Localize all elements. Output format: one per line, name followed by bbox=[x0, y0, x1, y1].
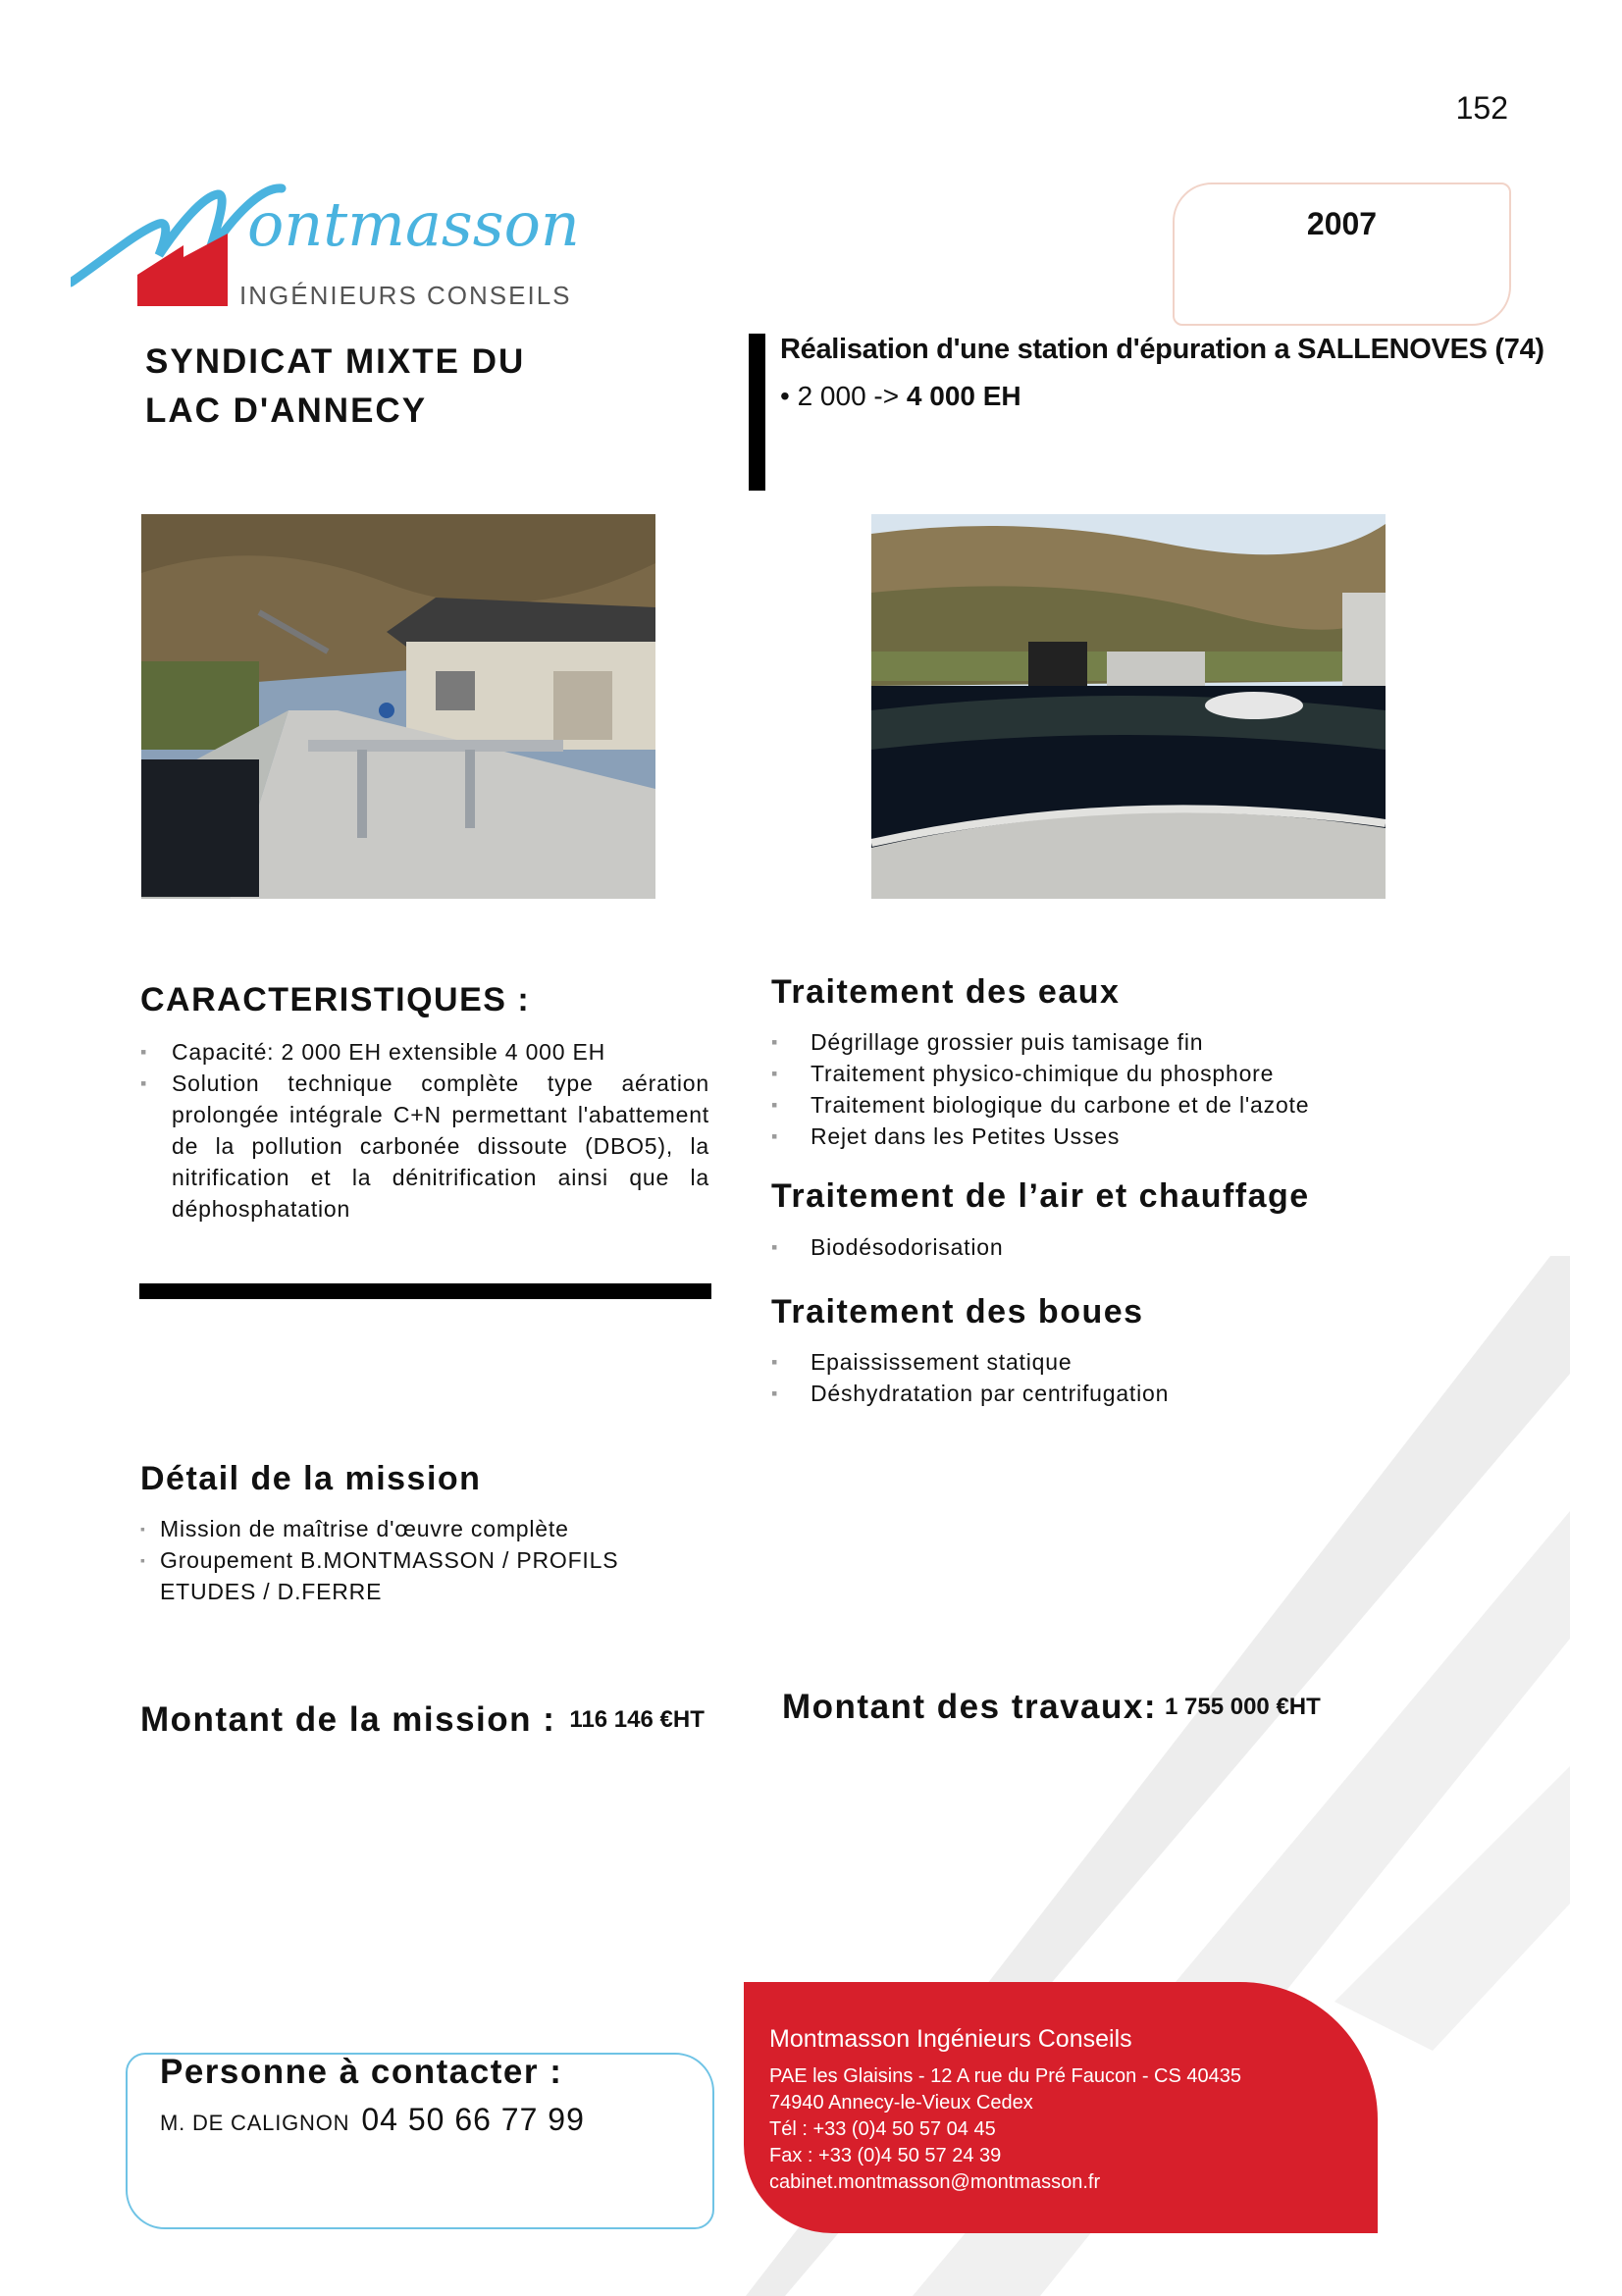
section-divider bbox=[139, 1283, 711, 1299]
project-capacity bbox=[780, 381, 1021, 412]
contact-details bbox=[160, 2102, 585, 2138]
list-item: ▪ Rejet dans les Petites Usses bbox=[771, 1121, 1458, 1152]
list-item: ▪ Traitement physico-chimique du phosphore bbox=[771, 1058, 1458, 1089]
title-accent-bar bbox=[749, 334, 765, 491]
traitement-air-title: Traitement de l’air et chauffage bbox=[771, 1177, 1310, 1215]
client-name bbox=[145, 338, 525, 436]
list-item: ▪ Biodésodorisation bbox=[771, 1231, 1458, 1263]
address-fax: Fax : +33 (0)4 50 57 24 39 bbox=[769, 2145, 1002, 2166]
contact-name: M. DE CALIGNON bbox=[160, 2111, 350, 2135]
traitement-eaux-list bbox=[771, 1026, 1458, 1152]
contact-title: Personne à contacter : bbox=[160, 2053, 563, 2091]
list-item: ▪ Traitement biologique du carbone et de l'azote bbox=[771, 1089, 1458, 1121]
montant-travaux bbox=[782, 1688, 1321, 1727]
traitement-eaux-title: Traitement des eaux bbox=[771, 973, 1121, 1011]
address-text bbox=[769, 2025, 1241, 2196]
mission-title: Détail de la mission bbox=[140, 1460, 482, 1497]
capacity-prefix: • 2 000 -> bbox=[780, 381, 907, 411]
address-line: 74940 Annecy-le-Vieux Cedex bbox=[769, 2092, 1033, 2113]
list-item: ▪ Epaississement statique bbox=[771, 1346, 1458, 1378]
company-logo bbox=[71, 177, 679, 314]
montant-mission-value: 116 146 €HT bbox=[569, 1706, 705, 1733]
caracteristiques-title: CARACTERISTIQUES : bbox=[140, 981, 531, 1018]
mission-list bbox=[140, 1513, 719, 1607]
traitement-air-list bbox=[771, 1231, 1458, 1263]
logo-subtitle: INGÉNIEURS CONSEILS bbox=[239, 281, 572, 310]
svg-text:ontmasson: ontmasson bbox=[247, 188, 580, 260]
project-year: 2007 bbox=[1306, 206, 1378, 241]
capacity-value: 4 000 EH bbox=[906, 381, 1021, 411]
project-title: Réalisation d'une station d'épuration a SALLENOVES (74) bbox=[780, 334, 1544, 365]
list-item: ▪ Capacité: 2 000 EH extensible 4 000 EH bbox=[140, 1036, 709, 1068]
traitement-boues-list bbox=[771, 1346, 1458, 1409]
montant-mission-label: Montant de la mission : bbox=[140, 1700, 556, 1739]
montant-mission bbox=[140, 1700, 705, 1740]
photo-station-building bbox=[141, 514, 655, 899]
montant-travaux-value: 1 755 000 €HT bbox=[1165, 1694, 1321, 1720]
list-item: ▪ Solution technique complète type aération prolongée intégrale C+N permettant l'abattement de la pollution carbonée dissoute (DBO5), la nitrification et la dénitrification ainsi que la déphosphatation bbox=[140, 1068, 709, 1225]
contact-phone: 04 50 66 77 99 bbox=[361, 2102, 585, 2137]
address-phone: Tél : +33 (0)4 50 57 04 45 bbox=[769, 2118, 996, 2140]
list-item: ▪ Groupement B.MONTMASSON / PROFILS ETUDES / D.FERRE bbox=[140, 1544, 719, 1607]
client-name-line1: SYNDICAT MIXTE DU bbox=[145, 342, 526, 381]
photo-clarifier-basin bbox=[871, 514, 1386, 899]
caracteristiques-list bbox=[140, 1036, 709, 1225]
address-email[interactable]: cabinet.montmasson@montmasson.fr bbox=[769, 2171, 1101, 2193]
address-company: Montmasson Ingénieurs Conseils bbox=[769, 2025, 1132, 2053]
montant-travaux-label: Montant des travaux: bbox=[782, 1688, 1157, 1726]
traitement-boues-title: Traitement des boues bbox=[771, 1293, 1144, 1331]
list-item: ▪ Déshydratation par centrifugation bbox=[771, 1378, 1458, 1409]
address-line: PAE les Glaisins - 12 A rue du Pré Faucon - CS 40435 bbox=[769, 2065, 1241, 2087]
year-box bbox=[1173, 183, 1511, 326]
page-number: 152 bbox=[1455, 90, 1508, 126]
client-name-line2: LAC D'ANNECY bbox=[145, 391, 428, 430]
list-item: ▪ Mission de maîtrise d'œuvre complète bbox=[140, 1513, 719, 1544]
list-item: ▪ Dégrillage grossier puis tamisage fin bbox=[771, 1026, 1458, 1058]
